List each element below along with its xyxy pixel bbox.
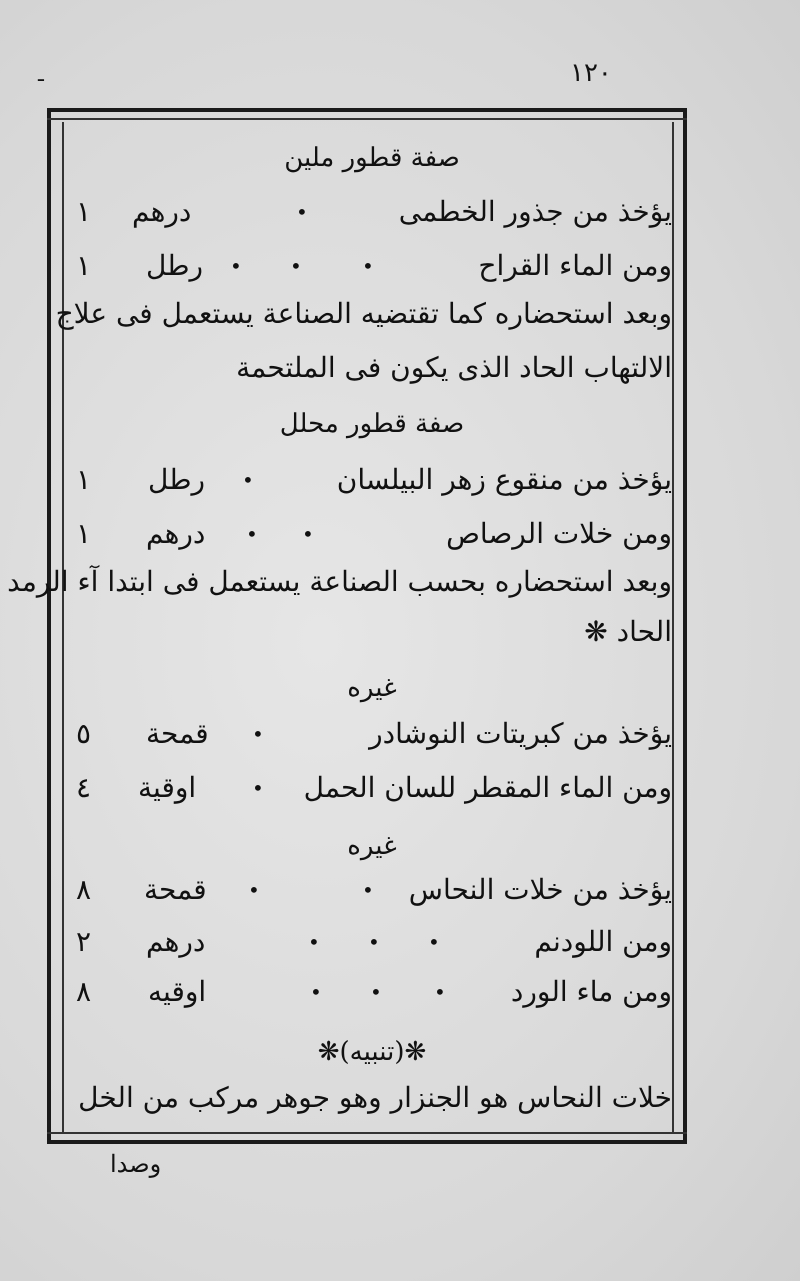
separator-dot: • (308, 930, 320, 954)
ingredient-quantity: ١ (76, 463, 92, 496)
ingredient-unit: قمحة (144, 873, 207, 906)
ingredient-row (72, 246, 672, 286)
ingredient-unit: درهم (132, 195, 192, 228)
ingredient-name: يؤخذ من منقوع زهر البيلسان (336, 463, 672, 496)
corner-mark: ـ (38, 62, 44, 86)
ingredient-name: ومن ماء الورد (510, 975, 672, 1008)
note-text: خلات النحاس هو الجنزار وهو جوهر مركب من الخل (78, 1081, 672, 1114)
ingredient-unit: قمحة (146, 717, 209, 750)
paragraph-line: وبعد استحضاره بحسب الصناعة يستعمل فى ابتدا آء الرمد (7, 565, 672, 598)
ingredient-name: ومن الماء المقطر للسان الحمل (303, 771, 672, 804)
separator-dot: • (362, 254, 374, 278)
ingredient-row (72, 922, 672, 962)
page-number: ١٢٠ (570, 58, 612, 88)
ingredient-quantity: ١ (76, 517, 92, 550)
ingredient-unit: اوقية (138, 771, 197, 804)
separator-dot: • (310, 980, 322, 1004)
ingredient-name: يؤخذ من جذور الخطمى (398, 195, 672, 228)
separator-dot: • (248, 878, 260, 902)
section-title: صفة قطور ملين (284, 143, 460, 173)
ingredient-quantity: ٥ (76, 717, 92, 750)
separator-dot: • (296, 200, 308, 224)
paragraph-line: وبعد استحضاره كما تقتضيه الصناعة يستعمل فى علاج (55, 297, 672, 330)
section-title: غيره (347, 831, 397, 861)
ingredient-quantity: ١ (76, 195, 92, 228)
ingredient-row (72, 460, 672, 500)
ingredient-name: يؤخذ من خلات النحاس (408, 873, 672, 906)
frame-rule-top (47, 118, 687, 120)
separator-dot: • (370, 980, 382, 1004)
separator-dot: • (434, 980, 446, 1004)
ingredient-unit: رطل (146, 249, 204, 282)
ingredient-row (72, 768, 672, 808)
ingredient-row (72, 714, 672, 754)
separator-dot: • (230, 254, 242, 278)
paragraph-line: الحاد ❋ (584, 615, 672, 648)
ingredient-name: ومن الماء القراح (478, 249, 672, 282)
separator-dot: • (246, 522, 258, 546)
ingredient-name: ومن خلات الرصاص (446, 517, 672, 550)
ingredient-unit: اوقيه (148, 975, 207, 1008)
ingredient-quantity: ٨ (76, 975, 92, 1008)
section-title: صفة قطور محلل (279, 409, 465, 439)
ingredient-quantity: ٤ (76, 771, 92, 804)
separator-dot: • (290, 254, 302, 278)
frame-rule-bottom (47, 1132, 687, 1134)
ingredient-row (72, 514, 672, 554)
ingredient-unit: رطل (148, 463, 206, 496)
paragraph-line: الالتهاب الحاد الذى يكون فى الملتحمة (236, 351, 672, 384)
ingredient-unit: درهم (146, 925, 206, 958)
section-title: غيره (347, 673, 397, 703)
ingredient-name: يؤخذ من كبريتات النوشادر (369, 717, 672, 750)
ingredient-row (72, 972, 672, 1012)
separator-dot: • (252, 722, 264, 746)
ingredient-quantity: ١ (76, 249, 92, 282)
ingredient-row (72, 870, 672, 910)
separator-dot: • (368, 930, 380, 954)
separator-dot: • (362, 878, 374, 902)
ingredient-row (72, 192, 672, 232)
note-title: ❋(تنبيه)❋ (317, 1037, 427, 1067)
separator-dot: • (428, 930, 440, 954)
ingredient-quantity: ٢ (76, 925, 92, 958)
separator-dot: • (242, 468, 254, 492)
separator-dot: • (302, 522, 314, 546)
ingredient-quantity: ٨ (76, 873, 92, 906)
catchword: وصدا (110, 1150, 162, 1178)
ingredient-unit: درهم (146, 517, 206, 550)
separator-dot: • (252, 776, 264, 800)
ingredient-name: ومن اللودنم (534, 925, 672, 958)
